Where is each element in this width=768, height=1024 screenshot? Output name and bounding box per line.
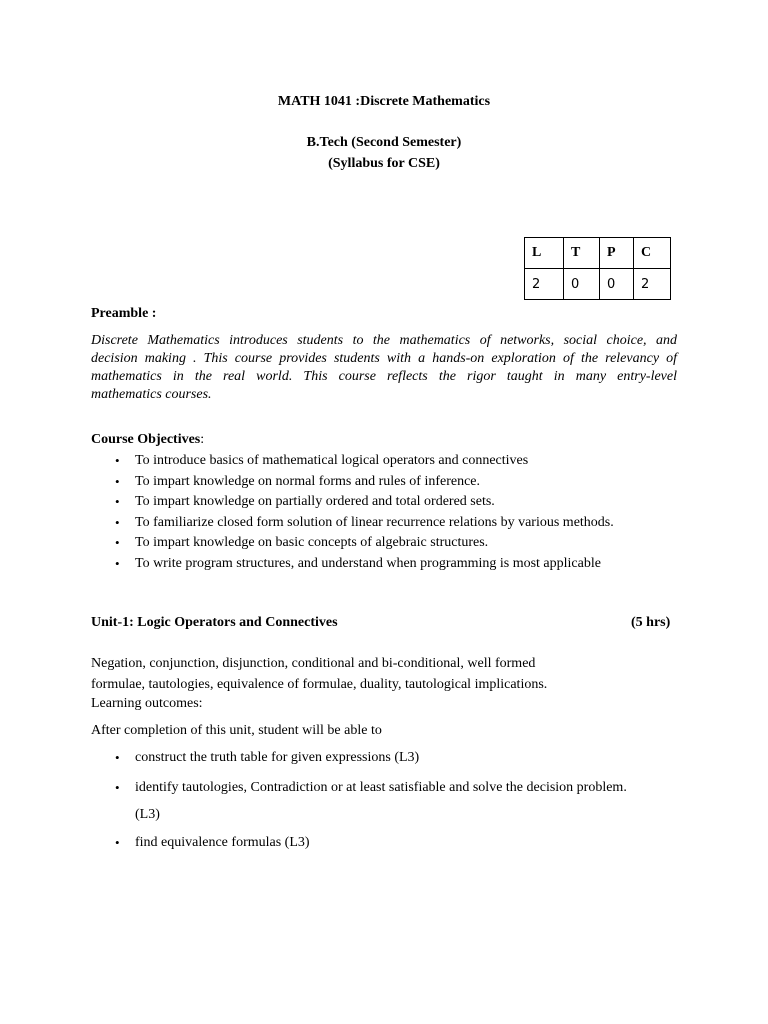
objective-item: • To impart knowledge on basic concepts of algebraic structures. xyxy=(91,533,614,554)
preamble-line: decision making . This course provides students with a hands-on exploration of the relevancy of xyxy=(91,351,677,366)
objectives-colon: : xyxy=(200,432,205,447)
program-label: B.Tech (Second Semester) xyxy=(306,135,462,150)
objective-item: • To impart knowledge on normal forms and rules of inference. xyxy=(91,472,614,493)
objectives-list xyxy=(91,451,614,574)
preamble-line: Discrete Mathematics introduces students to the mathematics of networks, social choice, and xyxy=(91,333,677,348)
ltpc-table xyxy=(524,237,671,300)
ltpc-header-l: L xyxy=(525,238,564,269)
ltpc-header-t: T xyxy=(564,238,600,269)
unit1-content-line: Negation, conjunction, disjunction, conditional and bi-conditional, well formed xyxy=(91,656,536,671)
unit1-hours: (5 hrs) xyxy=(631,615,671,630)
objective-item: • To introduce basics of mathematical logical operators and connectives xyxy=(91,451,614,472)
ltpc-value-t: 0 xyxy=(564,269,600,300)
syllabus-label: (Syllabus for CSE) xyxy=(328,156,440,171)
preamble-text xyxy=(91,332,677,404)
ltpc-value-c: 2 xyxy=(634,269,671,300)
ltpc-value-l: 2 xyxy=(525,269,564,300)
outcome-item: • find equivalence formulas (L3) xyxy=(91,835,310,851)
unit1-title: Unit-1: Logic Operators and Connectives xyxy=(91,615,338,630)
ltpc-header-row xyxy=(525,238,671,269)
preamble-line: mathematics courses. xyxy=(91,387,212,402)
outcome-item-continuation: (L3) xyxy=(135,807,160,822)
objectives-heading-wrap xyxy=(91,432,204,448)
ltpc-value-p: 0 xyxy=(600,269,634,300)
ltpc-header-p: P xyxy=(600,238,634,269)
objective-item: • To impart knowledge on partially ordered and total ordered sets. xyxy=(91,492,614,513)
learning-outcomes-label: Learning outcomes: xyxy=(91,696,203,711)
objective-item: • To familiarize closed form solution of linear recurrence relations by various methods. xyxy=(91,513,614,534)
objectives-heading: Course Objectives xyxy=(91,432,201,447)
outcome-item: • construct the truth table for given expressions (L3) xyxy=(91,750,419,766)
unit1-content-line: formulae, tautologies, equivalence of formulae, duality, tautological implications. xyxy=(91,677,548,692)
outcomes-intro: After completion of this unit, student will be able to xyxy=(91,723,382,738)
preamble-heading: Preamble : xyxy=(91,306,157,321)
ltpc-value-row xyxy=(525,269,671,300)
outcome-item: • identify tautologies, Contradiction or at least satisfiable and solve the decision problem. xyxy=(91,780,627,796)
course-title: MATH 1041 :Discrete Mathematics xyxy=(277,94,491,109)
preamble-line: mathematics in the real world. This course reflects the rigor taught in many entry-level xyxy=(91,369,677,384)
ltpc-header-c: C xyxy=(634,238,671,269)
objective-item: • To write program structures, and understand when programming is most applicable xyxy=(91,554,614,575)
